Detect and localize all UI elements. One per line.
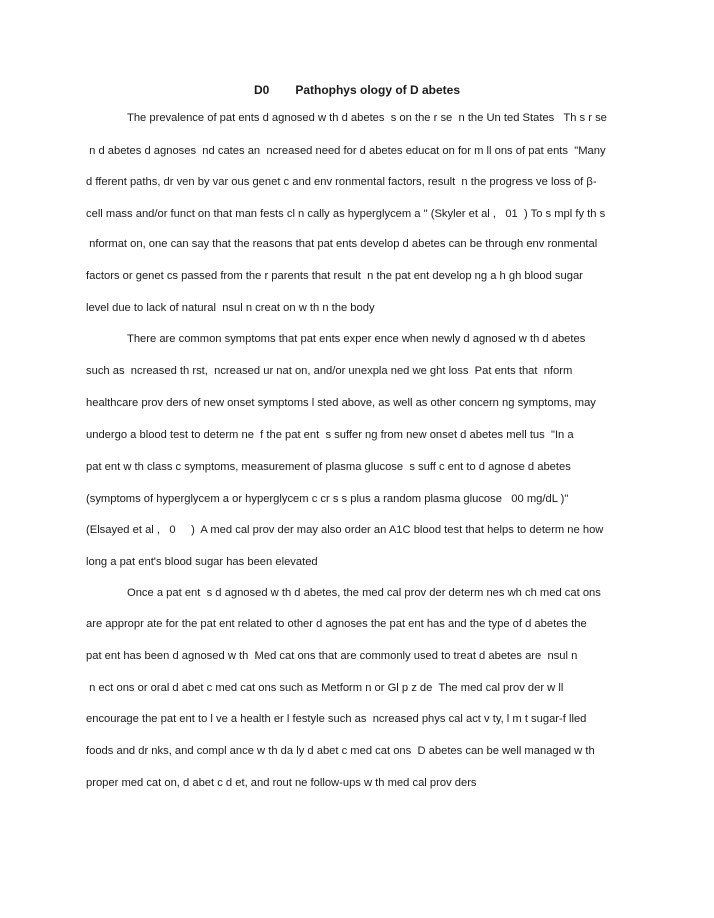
paragraph-line: proper med cat on, d abet c d et, and rout ne follow-ups w th med cal prov ders xyxy=(86,777,477,789)
paragraph-line: foods and dr nks, and compl ance w th da ly d abet c med cat ons D abetes can be well managed w th xyxy=(86,745,595,757)
paragraph-line: The prevalence of pat ents d agnosed w th d abetes s on the r se n the Un ted States Th s r se xyxy=(127,112,607,124)
paragraph-line: level due to lack of natural nsul n creat on w th n the body xyxy=(86,302,375,314)
paragraph-line: such as ncreased th rst, ncreased ur nat on, and/or unexpla ned we ght loss Pat ents that nform xyxy=(86,365,573,377)
paragraph-line: n ect ons or oral d abet c med cat ons such as Metform n or Gl p z de The med cal prov der w ll xyxy=(86,682,564,694)
paragraph-line: nformat on, one can say that the reasons that pat ents develop d abetes can be through env ronmental xyxy=(86,238,598,250)
paragraph-line: long a pat ent's blood sugar has been elevated xyxy=(86,556,318,568)
paragraph-line: Once a pat ent s d agnosed w th d abetes, the med cal prov der determ nes wh ch med cat ons xyxy=(127,587,601,599)
paragraph-line: undergo a blood test to determ ne f the pat ent s suffer ng from new onset d abetes mell tus "In a xyxy=(86,429,574,441)
heading-title: Pathophys ology of D abetes xyxy=(295,83,461,97)
paragraph-line: d fferent paths, dr ven by var ous genet c and env ronmental factors, result n the progress ve loss of β- xyxy=(86,176,597,188)
paragraph-line: cell mass and/or funct on that man fests cl n cally as hyperglycem a " (Skyler et al , 01 ) To s mpl fy th s xyxy=(86,208,606,220)
paragraph-line: (Elsayed et al , 0 ) A med cal prov der may also order an A1C blood test that helps to determ ne how xyxy=(86,524,604,536)
paragraph-line: pat ent has been d agnosed w th Med cat ons that are commonly used to treat d abetes are nsul n xyxy=(86,650,578,662)
paragraph-line: There are common symptoms that pat ents exper ence when newly d agnosed w th d abetes xyxy=(127,333,586,345)
paragraph-line: (symptoms of hyperglycem a or hyperglycem c cr s s plus a random plasma glucose 00 mg/dL )" xyxy=(86,493,569,505)
paragraph-line: pat ent w th class c symptoms, measurement of plasma glucose s suff c ent to d agnose d abetes xyxy=(86,461,571,473)
heading-number: D0 xyxy=(253,83,270,97)
paragraph-line: are appropr ate for the pat ent related to other d agnoses the pat ent has and the type of d abetes the xyxy=(86,618,587,630)
paragraph-line: factors or genet cs passed from the r parents that result n the pat ent develop ng a h gh blood sugar xyxy=(86,270,583,282)
document-heading xyxy=(0,82,714,98)
paragraph-line: encourage the pat ent to l ve a health er l festyle such as ncreased phys cal act v ty, l m t sugar-f lled xyxy=(86,713,587,725)
paragraph-line: n d abetes d agnoses nd cates an ncreased need for d abetes educat on for m ll ons of pat ents "Many xyxy=(86,145,606,157)
paragraph-line: healthcare prov ders of new onset symptoms l sted above, as well as other concern ng symptoms, may xyxy=(86,397,596,409)
